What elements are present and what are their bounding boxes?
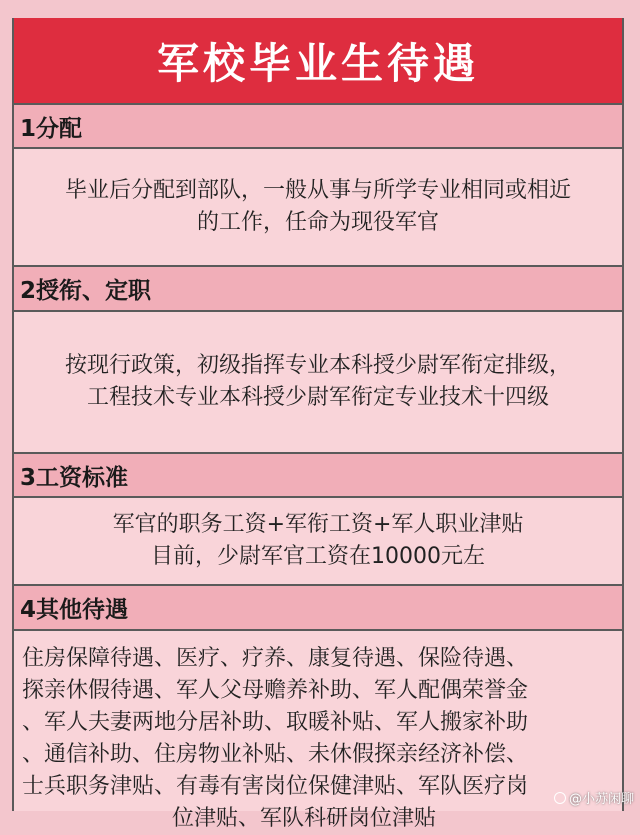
section-title: 4其他待遇 (20, 597, 129, 623)
body-line: 工程技术专业本科授少尉军衔定专业技术十四级 (86, 385, 549, 410)
title-banner (14, 18, 622, 105)
section-header-salary (14, 454, 622, 498)
body-line: 的工作，任命为现役军官 (196, 210, 439, 235)
document-card (12, 18, 624, 831)
body-line: 目前，少尉军官工资在10000元左 (151, 544, 485, 569)
body-line: 、通信补助、住房物业补贴、未休假探亲经济补偿、 (22, 742, 529, 767)
page-title: 军校毕业生待遇 (156, 38, 479, 88)
section-body-salary (14, 498, 622, 586)
section-header-allocation (14, 105, 622, 149)
section-body-allocation (14, 149, 622, 267)
body-line: 住房保障待遇、医疗、疗养、康复待遇、保险待遇、 (22, 646, 529, 671)
section-title: 2授衔、定职 (20, 278, 152, 304)
body-line: 毕业后分配到部队，一般从事与所学专业相同或相近 (64, 178, 571, 203)
body-line: 士兵职务津贴、有毒有害岗位保健津贴、军队医疗岗 (22, 774, 529, 799)
section-title: 1分配 (20, 115, 83, 142)
section-header-other (14, 586, 622, 631)
body-line: 按现行政策，初级指挥专业本科授少尉军衔定排级， (64, 353, 571, 378)
watermark-logo-icon (554, 792, 566, 804)
body-line: 位津贴、军队科研岗位津贴 (172, 806, 437, 831)
body-line: 军官的职务工资+军衔工资+军人职业津贴 (112, 512, 524, 537)
watermark (554, 788, 634, 807)
watermark-text: @小苏闲聊 (568, 792, 634, 807)
section-body-other (14, 631, 622, 831)
section-title: 3工资标准 (20, 464, 129, 491)
body-line: 探亲休假待遇、军人父母赡养补助、军人配偶荣誉金 (22, 678, 529, 703)
section-header-rank (14, 267, 622, 312)
body-line: 、军人夫妻两地分居补助、取暖补贴、军人搬家补助 (22, 710, 529, 735)
section-body-rank (14, 312, 622, 454)
